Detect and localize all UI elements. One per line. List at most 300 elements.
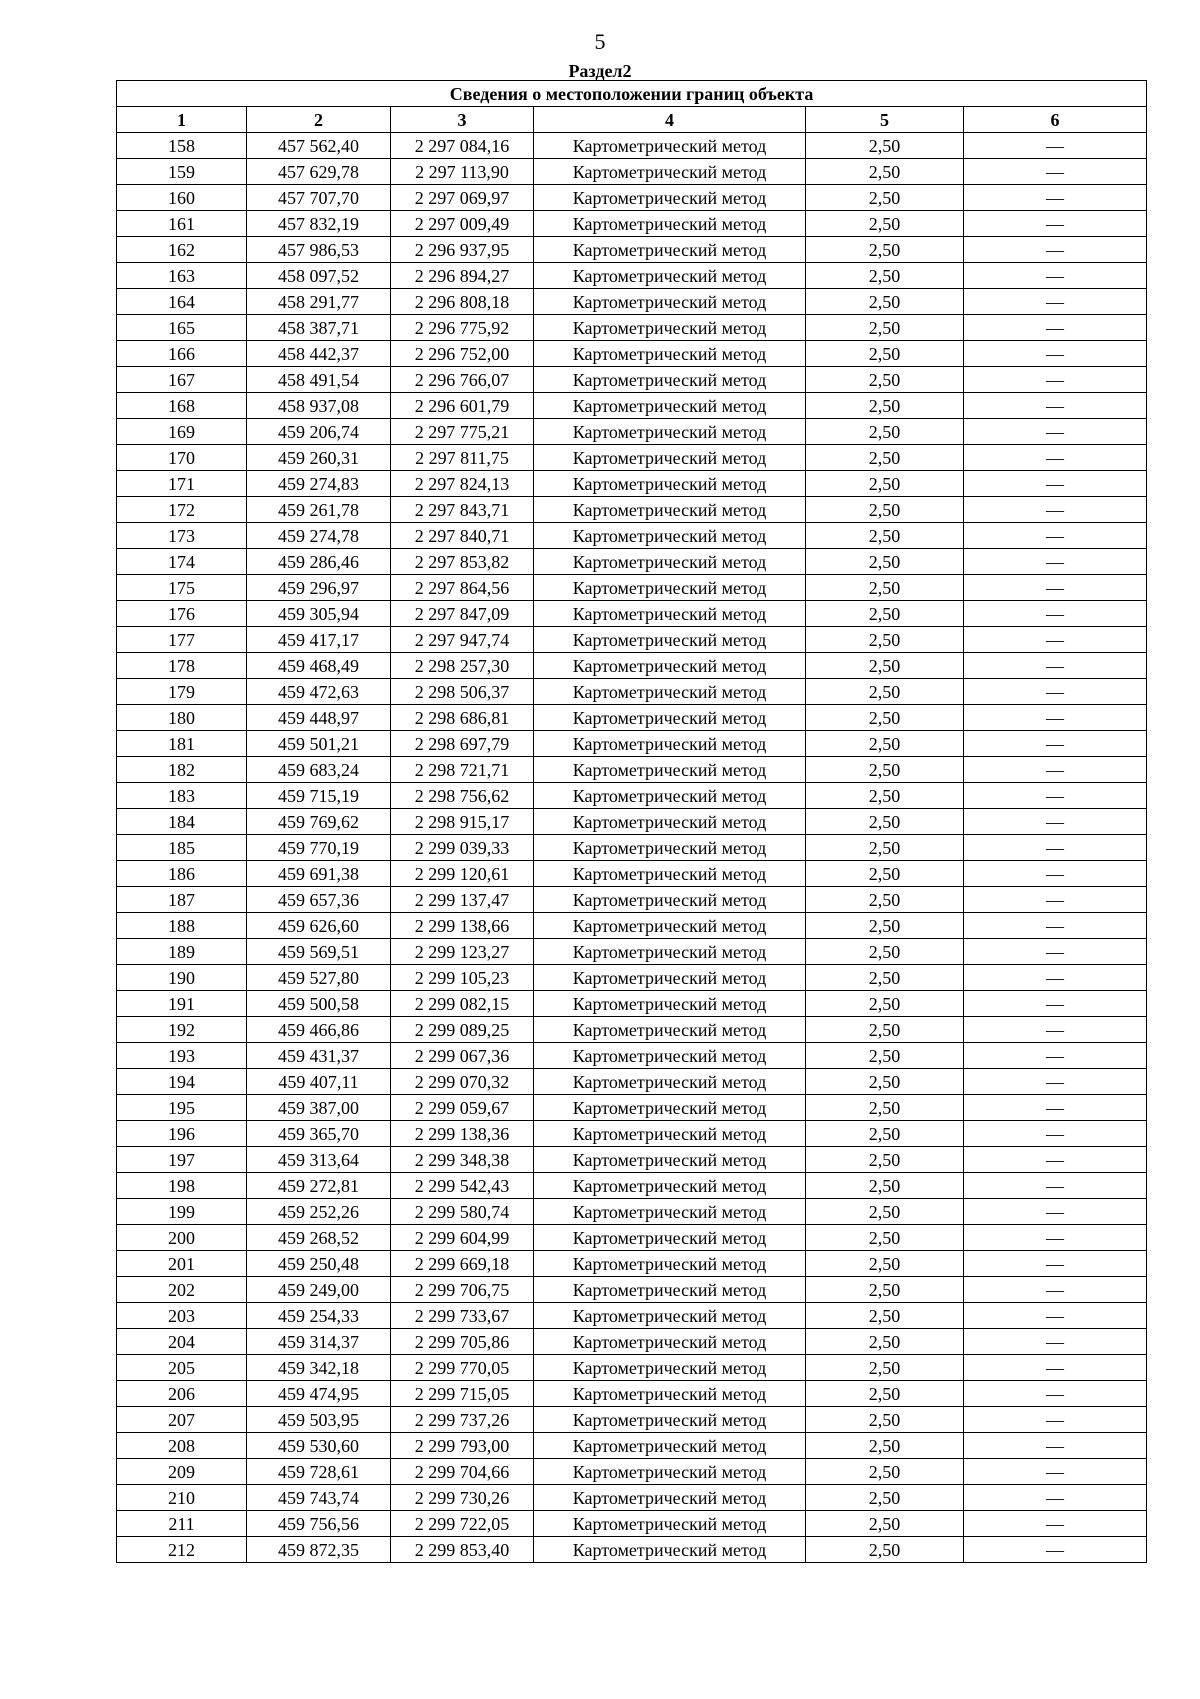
table-row [117,731,1147,757]
table-row [117,887,1147,913]
point-number-cell: 208 [117,1433,247,1459]
y-coordinate-cell: 2 297 009,49 [391,211,534,237]
accuracy-cell: 2,50 [806,679,964,705]
description-cell: — [964,809,1147,835]
accuracy-cell: 2,50 [806,835,964,861]
accuracy-cell: 2,50 [806,497,964,523]
method-cell: Картометрический метод [534,887,806,913]
accuracy-cell: 2,50 [806,809,964,835]
table-row [117,705,1147,731]
point-number-cell: 164 [117,289,247,315]
point-number-cell: 209 [117,1459,247,1485]
accuracy-cell: 2,50 [806,1251,964,1277]
description-cell: — [964,1225,1147,1251]
x-coordinate-cell: 459 272,81 [247,1173,391,1199]
method-cell: Картометрический метод [534,1017,806,1043]
point-number-cell: 195 [117,1095,247,1121]
method-cell: Картометрический метод [534,575,806,601]
point-number-cell: 188 [117,913,247,939]
x-coordinate-cell: 459 503,95 [247,1407,391,1433]
y-coordinate-cell: 2 299 580,74 [391,1199,534,1225]
column-number: 2 [247,107,391,133]
point-number-cell: 170 [117,445,247,471]
y-coordinate-cell: 2 299 737,26 [391,1407,534,1433]
table-row [117,1329,1147,1355]
method-cell: Картометрический метод [534,731,806,757]
description-cell: — [964,263,1147,289]
table-row [117,1147,1147,1173]
accuracy-cell: 2,50 [806,601,964,627]
y-coordinate-cell: 2 297 864,56 [391,575,534,601]
description-cell: — [964,1381,1147,1407]
point-number-cell: 180 [117,705,247,731]
accuracy-cell: 2,50 [806,1511,964,1537]
point-number-cell: 203 [117,1303,247,1329]
method-cell: Картометрический метод [534,497,806,523]
description-cell: — [964,159,1147,185]
x-coordinate-cell: 457 986,53 [247,237,391,263]
y-coordinate-cell: 2 299 059,67 [391,1095,534,1121]
table-row [117,419,1147,445]
description-cell: — [964,315,1147,341]
y-coordinate-cell: 2 297 069,97 [391,185,534,211]
y-coordinate-cell: 2 299 138,36 [391,1121,534,1147]
table-row [117,393,1147,419]
description-cell: — [964,835,1147,861]
y-coordinate-cell: 2 299 733,67 [391,1303,534,1329]
method-cell: Картометрический метод [534,1303,806,1329]
y-coordinate-cell: 2 299 706,75 [391,1277,534,1303]
x-coordinate-cell: 459 252,26 [247,1199,391,1225]
accuracy-cell: 2,50 [806,1329,964,1355]
y-coordinate-cell: 2 296 808,18 [391,289,534,315]
y-coordinate-cell: 2 299 120,61 [391,861,534,887]
x-coordinate-cell: 459 683,24 [247,757,391,783]
column-number: 3 [391,107,534,133]
description-cell: — [964,471,1147,497]
description-cell: — [964,1199,1147,1225]
table-row [117,1485,1147,1511]
accuracy-cell: 2,50 [806,133,964,159]
description-cell: — [964,341,1147,367]
description-cell: — [964,523,1147,549]
column-number-row [117,107,1147,133]
description-cell: — [964,653,1147,679]
x-coordinate-cell: 459 715,19 [247,783,391,809]
description-cell: — [964,1511,1147,1537]
accuracy-cell: 2,50 [806,861,964,887]
point-number-cell: 163 [117,263,247,289]
table-caption-row [117,81,1147,107]
table-row [117,861,1147,887]
table-row [117,1017,1147,1043]
table-row [117,185,1147,211]
accuracy-cell: 2,50 [806,1303,964,1329]
table-row [117,1095,1147,1121]
y-coordinate-cell: 2 296 601,79 [391,393,534,419]
point-number-cell: 211 [117,1511,247,1537]
description-cell: — [964,705,1147,731]
table-row [117,367,1147,393]
x-coordinate-cell: 459 466,86 [247,1017,391,1043]
column-number: 6 [964,107,1147,133]
accuracy-cell: 2,50 [806,965,964,991]
point-number-cell: 184 [117,809,247,835]
y-coordinate-cell: 2 298 915,17 [391,809,534,835]
x-coordinate-cell: 457 707,70 [247,185,391,211]
method-cell: Картометрический метод [534,341,806,367]
table-caption: Сведения о местоположении границ объекта [117,81,1147,107]
method-cell: Картометрический метод [534,445,806,471]
table-row [117,1303,1147,1329]
y-coordinate-cell: 2 299 089,25 [391,1017,534,1043]
description-cell: — [964,1043,1147,1069]
accuracy-cell: 2,50 [806,1537,964,1563]
description-cell: — [964,185,1147,211]
description-cell: — [964,289,1147,315]
point-number-cell: 176 [117,601,247,627]
description-cell: — [964,1173,1147,1199]
method-cell: Картометрический метод [534,1433,806,1459]
y-coordinate-cell: 2 299 604,99 [391,1225,534,1251]
table-row [117,601,1147,627]
x-coordinate-cell: 457 562,40 [247,133,391,159]
x-coordinate-cell: 459 296,97 [247,575,391,601]
table-row [117,1173,1147,1199]
table-row [117,627,1147,653]
point-number-cell: 187 [117,887,247,913]
description-cell: — [964,1537,1147,1563]
table-row [117,809,1147,835]
method-cell: Картометрический метод [534,1251,806,1277]
y-coordinate-cell: 2 298 257,30 [391,653,534,679]
point-number-cell: 201 [117,1251,247,1277]
point-number-cell: 173 [117,523,247,549]
method-cell: Картометрический метод [534,523,806,549]
x-coordinate-cell: 459 530,60 [247,1433,391,1459]
table-row [117,237,1147,263]
point-number-cell: 212 [117,1537,247,1563]
description-cell: — [964,1095,1147,1121]
table-row [117,835,1147,861]
method-cell: Картометрический метод [534,471,806,497]
accuracy-cell: 2,50 [806,237,964,263]
accuracy-cell: 2,50 [806,939,964,965]
point-number-cell: 161 [117,211,247,237]
accuracy-cell: 2,50 [806,159,964,185]
x-coordinate-cell: 459 626,60 [247,913,391,939]
accuracy-cell: 2,50 [806,1069,964,1095]
method-cell: Картометрический метод [534,237,806,263]
accuracy-cell: 2,50 [806,913,964,939]
accuracy-cell: 2,50 [806,1459,964,1485]
x-coordinate-cell: 459 691,38 [247,861,391,887]
point-number-cell: 172 [117,497,247,523]
method-cell: Картометрический метод [534,653,806,679]
x-coordinate-cell: 459 250,48 [247,1251,391,1277]
y-coordinate-cell: 2 298 506,37 [391,679,534,705]
x-coordinate-cell: 459 387,00 [247,1095,391,1121]
table-row [117,523,1147,549]
table-row [117,1355,1147,1381]
method-cell: Картометрический метод [534,783,806,809]
description-cell: — [964,783,1147,809]
description-cell: — [964,1121,1147,1147]
method-cell: Картометрический метод [534,1069,806,1095]
description-cell: — [964,913,1147,939]
method-cell: Картометрический метод [534,1199,806,1225]
y-coordinate-cell: 2 299 138,66 [391,913,534,939]
point-number-cell: 183 [117,783,247,809]
method-cell: Картометрический метод [534,757,806,783]
table-row [117,471,1147,497]
accuracy-cell: 2,50 [806,1407,964,1433]
accuracy-cell: 2,50 [806,887,964,913]
method-cell: Картометрический метод [534,1121,806,1147]
description-cell: — [964,419,1147,445]
accuracy-cell: 2,50 [806,341,964,367]
point-number-cell: 202 [117,1277,247,1303]
accuracy-cell: 2,50 [806,757,964,783]
description-cell: — [964,627,1147,653]
x-coordinate-cell: 459 254,33 [247,1303,391,1329]
table-row [117,1121,1147,1147]
y-coordinate-cell: 2 299 704,66 [391,1459,534,1485]
point-number-cell: 189 [117,939,247,965]
description-cell: — [964,1485,1147,1511]
method-cell: Картометрический метод [534,133,806,159]
column-number: 4 [534,107,806,133]
accuracy-cell: 2,50 [806,1225,964,1251]
description-cell: — [964,497,1147,523]
y-coordinate-cell: 2 299 770,05 [391,1355,534,1381]
x-coordinate-cell: 459 274,78 [247,523,391,549]
table-row [117,1459,1147,1485]
y-coordinate-cell: 2 297 084,16 [391,133,534,159]
accuracy-cell: 2,50 [806,1355,964,1381]
point-number-cell: 191 [117,991,247,1017]
accuracy-cell: 2,50 [806,783,964,809]
method-cell: Картометрический метод [534,1043,806,1069]
description-cell: — [964,861,1147,887]
x-coordinate-cell: 459 342,18 [247,1355,391,1381]
description-cell: — [964,133,1147,159]
method-cell: Картометрический метод [534,1381,806,1407]
description-cell: — [964,731,1147,757]
description-cell: — [964,887,1147,913]
y-coordinate-cell: 2 298 697,79 [391,731,534,757]
description-cell: — [964,939,1147,965]
y-coordinate-cell: 2 297 113,90 [391,159,534,185]
accuracy-cell: 2,50 [806,471,964,497]
x-coordinate-cell: 457 629,78 [247,159,391,185]
method-cell: Картометрический метод [534,601,806,627]
method-cell: Картометрический метод [534,211,806,237]
accuracy-cell: 2,50 [806,393,964,419]
accuracy-cell: 2,50 [806,1433,964,1459]
method-cell: Картометрический метод [534,549,806,575]
method-cell: Картометрический метод [534,809,806,835]
point-number-cell: 175 [117,575,247,601]
accuracy-cell: 2,50 [806,1173,964,1199]
point-number-cell: 193 [117,1043,247,1069]
y-coordinate-cell: 2 296 752,00 [391,341,534,367]
point-number-cell: 159 [117,159,247,185]
y-coordinate-cell: 2 296 775,92 [391,315,534,341]
table-row [117,341,1147,367]
x-coordinate-cell: 457 832,19 [247,211,391,237]
method-cell: Картометрический метод [534,1511,806,1537]
y-coordinate-cell: 2 296 937,95 [391,237,534,263]
table-row [117,679,1147,705]
method-cell: Картометрический метод [534,1355,806,1381]
page-number: 5 [594,29,606,54]
table-row [117,991,1147,1017]
method-cell: Картометрический метод [534,367,806,393]
table-row [117,913,1147,939]
y-coordinate-cell: 2 299 082,15 [391,991,534,1017]
y-coordinate-cell: 2 296 766,07 [391,367,534,393]
accuracy-cell: 2,50 [806,1017,964,1043]
table-row [117,1069,1147,1095]
x-coordinate-cell: 459 472,63 [247,679,391,705]
accuracy-cell: 2,50 [806,549,964,575]
method-cell: Картометрический метод [534,939,806,965]
accuracy-cell: 2,50 [806,991,964,1017]
description-cell: — [964,1459,1147,1485]
boundary-coordinates-table [116,80,1147,1563]
method-cell: Картометрический метод [534,1225,806,1251]
point-number-cell: 171 [117,471,247,497]
point-number-cell: 178 [117,653,247,679]
accuracy-cell: 2,50 [806,1277,964,1303]
x-coordinate-cell: 459 268,52 [247,1225,391,1251]
table-row [117,315,1147,341]
x-coordinate-cell: 459 261,78 [247,497,391,523]
x-coordinate-cell: 459 249,00 [247,1277,391,1303]
point-number-cell: 186 [117,861,247,887]
x-coordinate-cell: 458 097,52 [247,263,391,289]
accuracy-cell: 2,50 [806,627,964,653]
table-row [117,783,1147,809]
table-row [117,939,1147,965]
y-coordinate-cell: 2 297 775,21 [391,419,534,445]
accuracy-cell: 2,50 [806,1381,964,1407]
description-cell: — [964,1277,1147,1303]
description-cell: — [964,575,1147,601]
x-coordinate-cell: 459 417,17 [247,627,391,653]
accuracy-cell: 2,50 [806,419,964,445]
accuracy-cell: 2,50 [806,575,964,601]
accuracy-cell: 2,50 [806,211,964,237]
x-coordinate-cell: 459 769,62 [247,809,391,835]
point-number-cell: 204 [117,1329,247,1355]
y-coordinate-cell: 2 299 853,40 [391,1537,534,1563]
table-row [117,1381,1147,1407]
point-number-cell: 200 [117,1225,247,1251]
description-cell: — [964,1329,1147,1355]
x-coordinate-cell: 459 743,74 [247,1485,391,1511]
section-title: Раздел2 [568,61,632,81]
method-cell: Картометрический метод [534,393,806,419]
y-coordinate-cell: 2 299 730,26 [391,1485,534,1511]
method-cell: Картометрический метод [534,1173,806,1199]
accuracy-cell: 2,50 [806,263,964,289]
method-cell: Картометрический метод [534,913,806,939]
table-row [117,965,1147,991]
y-coordinate-cell: 2 297 811,75 [391,445,534,471]
description-cell: — [964,549,1147,575]
description-cell: — [964,679,1147,705]
method-cell: Картометрический метод [534,315,806,341]
accuracy-cell: 2,50 [806,653,964,679]
description-cell: — [964,1355,1147,1381]
table-row [117,549,1147,575]
x-coordinate-cell: 459 474,95 [247,1381,391,1407]
method-cell: Картометрический метод [534,1407,806,1433]
method-cell: Картометрический метод [534,627,806,653]
y-coordinate-cell: 2 298 756,62 [391,783,534,809]
point-number-cell: 199 [117,1199,247,1225]
method-cell: Картометрический метод [534,419,806,445]
y-coordinate-cell: 2 299 669,18 [391,1251,534,1277]
method-cell: Картометрический метод [534,965,806,991]
y-coordinate-cell: 2 297 947,74 [391,627,534,653]
x-coordinate-cell: 459 500,58 [247,991,391,1017]
y-coordinate-cell: 2 299 123,27 [391,939,534,965]
method-cell: Картометрический метод [534,289,806,315]
x-coordinate-cell: 459 728,61 [247,1459,391,1485]
accuracy-cell: 2,50 [806,523,964,549]
table-row [117,1407,1147,1433]
description-cell: — [964,1407,1147,1433]
description-cell: — [964,965,1147,991]
y-coordinate-cell: 2 299 793,00 [391,1433,534,1459]
x-coordinate-cell: 459 305,94 [247,601,391,627]
point-number-cell: 158 [117,133,247,159]
accuracy-cell: 2,50 [806,1199,964,1225]
point-number-cell: 210 [117,1485,247,1511]
y-coordinate-cell: 2 299 070,32 [391,1069,534,1095]
description-cell: — [964,991,1147,1017]
method-cell: Картометрический метод [534,263,806,289]
method-cell: Картометрический метод [534,1485,806,1511]
x-coordinate-cell: 459 657,36 [247,887,391,913]
description-cell: — [964,1069,1147,1095]
method-cell: Картометрический метод [534,1147,806,1173]
method-cell: Картометрический метод [534,861,806,887]
accuracy-cell: 2,50 [806,1147,964,1173]
y-coordinate-cell: 2 296 894,27 [391,263,534,289]
x-coordinate-cell: 459 770,19 [247,835,391,861]
table-row [117,1277,1147,1303]
method-cell: Картометрический метод [534,835,806,861]
accuracy-cell: 2,50 [806,445,964,471]
x-coordinate-cell: 458 387,71 [247,315,391,341]
table-row [117,263,1147,289]
x-coordinate-cell: 459 314,37 [247,1329,391,1355]
point-number-cell: 185 [117,835,247,861]
table-row [117,653,1147,679]
point-number-cell: 174 [117,549,247,575]
table-row [117,1225,1147,1251]
method-cell: Картометрический метод [534,1459,806,1485]
accuracy-cell: 2,50 [806,1095,964,1121]
point-number-cell: 192 [117,1017,247,1043]
description-cell: — [964,1017,1147,1043]
method-cell: Картометрический метод [534,1095,806,1121]
table-row [117,159,1147,185]
